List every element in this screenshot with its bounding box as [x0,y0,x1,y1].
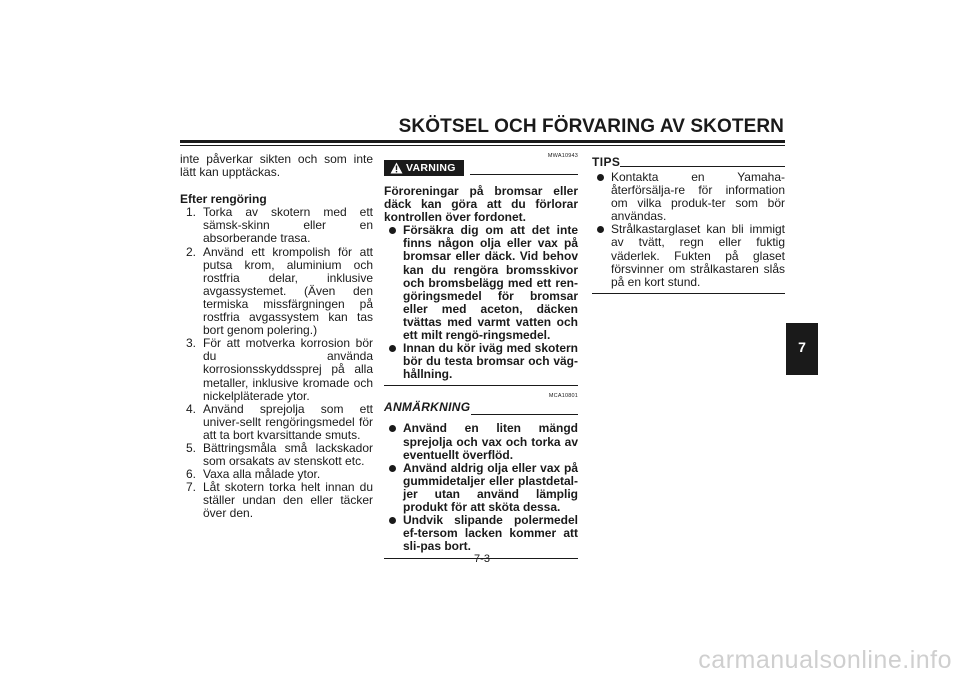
bullet-icon [389,465,396,472]
warning-code: MWA10943 [547,153,578,159]
bullet-icon [389,227,396,234]
warning-lead: Föroreningar på bromsar eller däck kan göra att du förlorar kontrollen över fordonet. [384,184,578,225]
column-tips [592,156,785,294]
warning-end-line [384,385,578,386]
intro-text: inte påverkar sikten och som inte lätt kan upptäckas. [180,152,373,180]
step-item: 6. Vaxa alla målade ytor. [186,467,321,482]
bullet-icon [389,517,396,524]
tips-header-line [620,166,785,167]
bullet-icon [597,174,604,181]
warning-bullet: Försäkra dig om att det inte finns någon olja eller vax på bromsar eller däck. Vid behov kan du rengöra bromsskivor och bromsbelägg med ett ren-göringsmedel för bromsar eller med aceton, däcken tvättas med varmt vatten och ett milt rengö-ringsmedel. [384,224,578,342]
column-cleaning-steps [180,153,373,521]
notice-bullet: Använd en liten mängd sprejolja och vax och torka av eventuellt överflöd. [384,422,578,461]
warning-header-line [470,174,578,175]
chapter-tab [786,323,818,375]
notice-bullet: Använd aldrig olja eller vax på gummidetaljer eller plastdetal-jer utan använd lämplig produkt för att sköta dessa. [384,462,578,514]
notice-bullet: Undvik slipande polermedel ef-tersom lacken kommer att sli-pas bort. [384,514,578,553]
warning-triangle-icon [390,162,403,179]
warning-badge [384,160,464,176]
tips-end-line [592,293,785,294]
tips-bullet: Strålkastarglaset kan bli immigt av tvätt, regn eller fuktig väderlek. Fukten på glaset försvinner om strålkastaren slås på en kort stund. [592,223,785,288]
steps-list [180,206,373,520]
tips-header [592,156,785,171]
tips-bullet: Kontakta en Yamaha-återförsälja-re för information om vilka produk-ter som bör användas. [592,171,785,223]
step-item: 4. Använd sprejolja som ett univer-sellt rengöringsmedel för att ta bort kvarsittande smuts. [186,401,373,442]
page-title: SKÖTSEL OCH FÖRVARING AV SKOTERN [398,116,784,137]
step-item: 5. Bättringsmåla små lackskador som orsakats av stenskott etc. [186,440,373,469]
header-rule-thin [180,145,785,146]
warning-header [384,160,578,178]
header-rule-thick [180,140,785,143]
column-warnings [384,152,578,559]
notice-bullets [384,422,578,553]
notice-header-line [471,414,578,415]
notice-header [384,400,578,418]
step-item: 2. Använd ett krompolish för att putsa krom, aluminium och rostfria delar, inklusive avgassystemet. (Även den termiska missfärgningen på rostfria avgassystem kan tas bort genom polering.) [186,244,373,338]
page-number: 7-3 [474,553,490,565]
warning-bullets [384,224,578,381]
step-item: 3. För att motverka korrosion bör du använda korrosionsskyddssprej på alla metaller, inklusive kromade och nickelpläterade ytor. [186,336,373,403]
tips-bullets [592,171,785,289]
warning-bullet: Innan du kör iväg med skotern bör du testa bromsar och väg-hållning. [384,342,578,381]
bullet-icon [597,226,604,233]
step-item: 1. Torka av skotern med ett sämsk-skinn eller en absorberande trasa. [186,205,373,246]
bullet-icon [389,425,396,432]
watermark: carmanualsonline.info [698,646,952,674]
notice-label: ANMÄRKNING [384,400,471,415]
chapter-number: 7 [798,339,806,355]
bullet-icon [389,345,396,352]
tips-label: TIPS [592,155,621,169]
warning-label: VARNING [406,162,456,174]
section-heading: Efter rengöring [180,192,267,207]
notice-code: MCA10801 [548,393,578,400]
step-item: 7. Låt skotern torka helt innan du ställer undan den eller täcker över den. [186,480,373,521]
